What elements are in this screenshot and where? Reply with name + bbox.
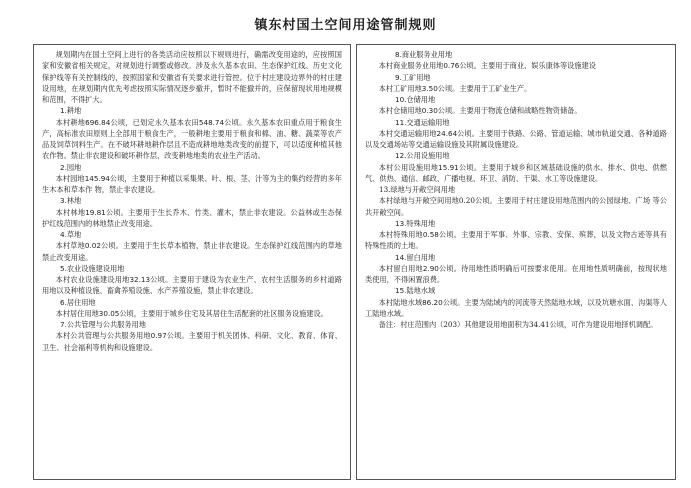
section-12-body: 本村公用设施用地15.91公顷。主要用于城乡和区域基础设施的供水、排水、供电、供燃气、供热、通信、邮政、广播电视、环卫、消防、干渠、水工等设施建设。 xyxy=(365,162,667,183)
section-4-body: 本村草地0.02公顷。主要用于生长草本植物，禁止非农建设。生态保护红线范围内的草地禁止改变用途。 xyxy=(42,241,342,262)
section-11-body: 本村交通运输用地24.64公顷。主要用于铁路、公路、管道运输、城市轨道交通、各种道路以及交通场站等交通运输设施及其附属设施建设。 xyxy=(365,128,667,149)
section-reserved-title: 14.留白用地 xyxy=(395,252,436,262)
section-9-title: 9.工矿用地 xyxy=(395,72,431,82)
page-title: 镇东村国土空间用途管制规则 xyxy=(254,18,437,33)
section-6-title: 6.居住用地 xyxy=(60,297,96,307)
section-5-body: 本村农业设施建设用地32.13公顷。主要用于建设为农业生产、农村生活服务的乡村道路用地以及种植设施、畜禽养殖设施、水产养殖设施，禁止非农建设。 xyxy=(42,275,342,296)
section-2-title: 2.园地 xyxy=(60,162,82,172)
section-reserved-body: 本村留白用地2.90公顷。待用地性质明确后可按要求使用。在用地性质明确前，按现状地类使用，不得闲置浪费。 xyxy=(365,263,667,284)
section-13-title: 13.绿地与开敞空间用地 xyxy=(379,185,456,194)
section-1-body: 本村耕地696.84公顷，已划定永久基本农田548.74公顷。永久基本农田重点用于粮食生产，高标准农田原则上全部用于粮食生产，一般耕地主要用于粮食和棉、油、糖、蔬菜等农产品及饲草饲料生产。在不破坏耕地耕作层且不造成耕地地类改变的前提下，可以适度种植其他农作物。禁止非农建设和破坏耕作层、改变耕地地类的农业生产活动。 xyxy=(42,117,342,161)
section-water-body: 本村陆地水域86.20公顷。主要为陆域内的河流等天然陆地水域，以及坑塘水面、沟渠等人工陆地水域。 xyxy=(365,297,667,318)
section-9-body: 本村工矿用地3.50公顷。主要用于工矿业生产。 xyxy=(378,83,532,93)
intro-paragraph: 规划期内在国土空间上进行的各类活动应按照以下规则进行，确需改变用途的，应按照国家和安徽省相关规定，对规划进行调整或修改。涉及永久基本农田、生态保护红线、历史文化保护线等有关控制线的，按照国家和安徽省有关要求进行管控。位于村庄建设边界外的村庄建设用地，在规划期内优先考虑按照实际情况逐步撤并，暂时不能撤并的，应保留现状用地规模和范围，不得扩大。 xyxy=(42,50,342,104)
section-water-title: 15.陆地水域 xyxy=(395,286,436,296)
section-3-body: 本村林地19.81公顷。主要用于生长乔木、竹类、灌木，禁止非农建设。公益林或生态保护红线范围内的林地禁止改变用途。 xyxy=(42,207,342,228)
section-10-title: 10.仓储用地 xyxy=(395,95,436,104)
right-column xyxy=(356,44,676,480)
section-7-body: 本村公共管理与公共服务用地0.97公顷。主要用于机关团体、科研、文化、教育、体育、卫生、社会福利等机构和设施建设。 xyxy=(42,331,342,352)
left-column xyxy=(33,44,351,480)
section-special-body: 本村特殊用地0.58公顷。主要用于军事、外事、宗教、安保、殡葬，以及文物古迹等具有特殊性质的土地。 xyxy=(365,230,667,251)
section-special-title: 13.特殊用地 xyxy=(395,218,436,228)
section-8-title: 8.商业服务业用地 xyxy=(395,50,453,59)
section-6-body: 本村居住用地30.05公顷，主要用于城乡住宅及其居住生活配套的社区服务设施建设。 xyxy=(55,308,328,318)
section-10-body: 本村仓储用地0.30公顷。主要用于物流仓储和战略性物资储备。 xyxy=(378,106,582,116)
section-3-title: 3.林地 xyxy=(60,196,82,206)
section-5-title: 5.农业设施建设用地 xyxy=(60,263,125,273)
section-1-title: 1.耕地 xyxy=(60,106,82,116)
section-8-body: 本村商业服务业用地0.76公顷。主要用于商业、娱乐康体等设施建设 xyxy=(378,61,596,71)
section-4-title: 4.草地 xyxy=(60,230,82,239)
note: 备注：村庄范围内（203）其他建设用地面积为34.41公顷，可作为建设用地择机调配。 xyxy=(378,320,658,329)
section-12-title: 12.公用设施用地 xyxy=(395,151,450,161)
section-2-body: 本村园地145.94公顷，主要用于种植以采集果、叶、根、茎、汁等为主的集约经营的多年生木本和草本作 物，禁止非农建设。 xyxy=(42,173,342,194)
section-13-body: 本村绿地与开敞空间用地0.20公顷。主要用于村庄建设用地范围内的公园绿地、广场 等公共开敞空间。 xyxy=(365,196,667,217)
section-11-title: 11.交通运输用地 xyxy=(395,117,450,127)
section-7-title: 7.公共管理与公共服务用地 xyxy=(60,320,146,329)
